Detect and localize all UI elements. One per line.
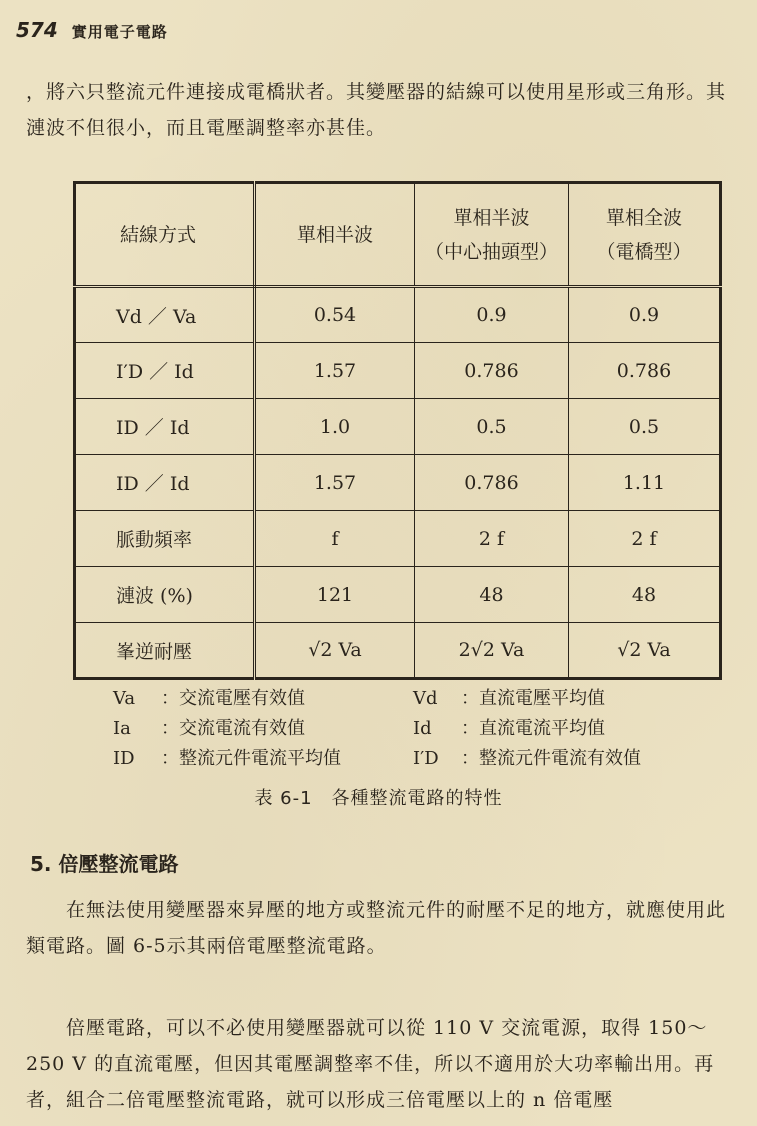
value-cell: 1.57 [255, 343, 415, 399]
table-row [75, 343, 721, 399]
value-cell: 0.9 [569, 287, 721, 343]
intro-paragraph: ，將六只整流元件連接成電橋狀者。其變壓器的結線可以使用星形或三角形。其漣波不但很小，而且電壓調整率亦甚佳。 [26, 81, 727, 139]
legend-text: ：直流電流平均值 [461, 718, 605, 739]
row-label-cell: I′D ／ Id [75, 343, 255, 399]
legend-row [113, 744, 713, 774]
rectifier-characteristics-table [73, 181, 719, 679]
section-heading: 5. 倍壓整流電路 [30, 852, 179, 876]
value-cell: 2 f [415, 511, 569, 567]
legend-symbol: Va [113, 688, 136, 709]
value-cell: 1.11 [569, 455, 721, 511]
section-paragraph-2: 倍壓電路，可以不必使用變壓器就可以從 110 V 交流電源，取得 150～250 V 的直流電壓，但因其電壓調整率不佳，所以不適用於大功率輸出用。再者，組合二倍電壓整流電路，就可以形成三倍電壓以上的 n 倍電壓 [26, 1017, 715, 1111]
row-label-cell: ID ／ Id [75, 455, 255, 511]
table-body [75, 287, 721, 679]
page-number: 574 [16, 18, 58, 42]
legend-text: ：交流電壓有效值 [161, 688, 305, 709]
legend-row [113, 684, 713, 714]
legend-row [113, 714, 713, 744]
running-title: 實用電子電路 [71, 23, 168, 41]
value-cell: 0.5 [569, 399, 721, 455]
value-cell: 48 [569, 567, 721, 623]
spec-table [73, 181, 722, 680]
value-cell: 0.5 [415, 399, 569, 455]
table-row [75, 399, 721, 455]
page-header [16, 18, 168, 42]
table-row [75, 287, 721, 343]
row-label-cell: Vd ／ Va [75, 287, 255, 343]
table-caption: 表 6-1 各種整流電路的特性 [254, 788, 503, 809]
value-cell: √2 Va [255, 623, 415, 679]
legend-item [113, 744, 413, 774]
header-cell: 單相半波 （中心抽頭型） [415, 183, 569, 287]
legend-text: ：整流元件電流有效值 [461, 748, 641, 769]
legend-symbol: I′D [413, 748, 439, 769]
value-cell: 0.786 [415, 343, 569, 399]
legend-text: ：直流電壓平均值 [461, 688, 605, 709]
header-cell: 結線方式 [75, 183, 255, 287]
legend-symbol: Ia [113, 718, 131, 739]
header-cell: 單相全波 （電橋型） [569, 183, 721, 287]
legend-item [113, 714, 413, 744]
section-paragraph-1: 在無法使用變壓器來昇壓的地方或整流元件的耐壓不足的地方，就應使用此類電路。圖 6-5示其兩倍電壓整流電路。 [26, 899, 727, 957]
value-cell: 0.9 [415, 287, 569, 343]
value-cell: √2 Va [569, 623, 721, 679]
table-row [75, 511, 721, 567]
value-cell: 48 [415, 567, 569, 623]
table-row [75, 623, 721, 679]
table-row [75, 567, 721, 623]
table-row [75, 455, 721, 511]
value-cell: 1.57 [255, 455, 415, 511]
header-cell: 單相半波 [255, 183, 415, 287]
row-label-cell: 漣波 (%) [75, 567, 255, 623]
legend-symbol: Id [413, 718, 432, 739]
table-header-row [75, 183, 721, 287]
value-cell: 2√2 Va [415, 623, 569, 679]
legend-text: ：整流元件電流平均值 [161, 748, 341, 769]
legend-item [113, 684, 413, 714]
value-cell: 121 [255, 567, 415, 623]
legend-symbol: Vd [413, 688, 438, 709]
legend-symbol: ID [113, 748, 135, 769]
row-label-cell: 脈動頻率 [75, 511, 255, 567]
value-cell: f [255, 511, 415, 567]
value-cell: 0.786 [415, 455, 569, 511]
row-label-cell: 峯逆耐壓 [75, 623, 255, 679]
symbol-legend [113, 684, 713, 774]
value-cell: 2 f [569, 511, 721, 567]
value-cell: 0.786 [569, 343, 721, 399]
value-cell: 1.0 [255, 399, 415, 455]
legend-item [413, 684, 713, 714]
row-label-cell: ID ／ Id [75, 399, 255, 455]
legend-item [413, 714, 713, 744]
legend-text: ：交流電流有效值 [161, 718, 305, 739]
value-cell: 0.54 [255, 287, 415, 343]
legend-item [413, 744, 713, 774]
